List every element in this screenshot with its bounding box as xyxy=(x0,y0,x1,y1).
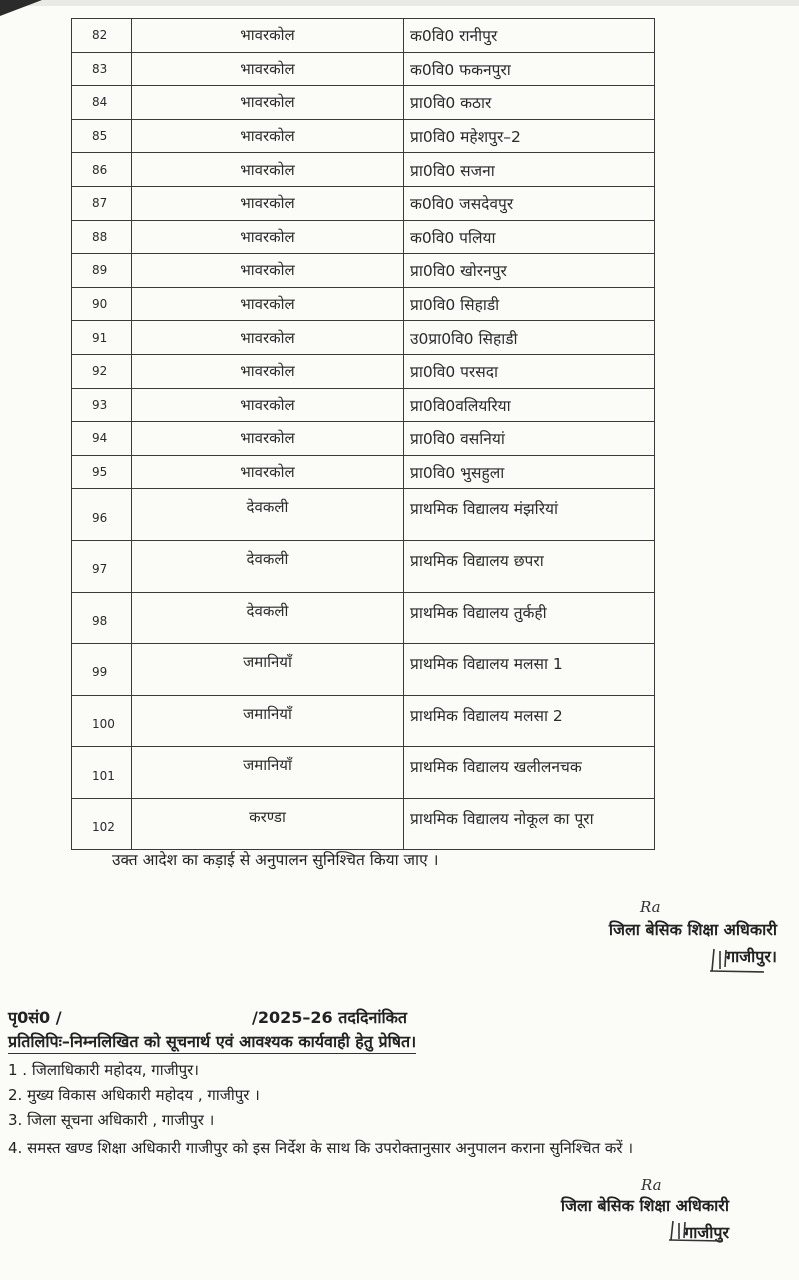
block-name-cell: जमानियाँ xyxy=(132,747,404,799)
block-name-cell: देवकली xyxy=(132,489,404,541)
table-row xyxy=(72,354,655,388)
school-name-cell: क0वि0 रानीपुर xyxy=(404,19,655,53)
school-name-cell: प्रा0वि0 भुसहुला xyxy=(404,455,655,489)
school-name-cell: प्राथमिक विद्यालय नोकूल का पूरा xyxy=(404,798,655,850)
school-name-cell: प्रा0वि0 सिहाडी xyxy=(404,287,655,321)
block-name-cell: भावरकोल xyxy=(132,321,404,355)
serial-number-cell: 99 xyxy=(72,644,132,696)
block-name-cell: भावरकोल xyxy=(132,220,404,254)
table-row xyxy=(72,695,655,747)
compliance-instruction: उक्त आदेश का कड़ाई से अनुपालन सुनिश्चित किया जाए । xyxy=(112,851,439,869)
table-row xyxy=(72,592,655,644)
school-name-cell: प्रा0वि0 महेशपुर–2 xyxy=(404,119,655,153)
block-name-cell: जमानियाँ xyxy=(132,695,404,747)
block-name-cell: भावरकोल xyxy=(132,186,404,220)
table-row xyxy=(72,455,655,489)
block-name-cell: भावरकोल xyxy=(132,388,404,422)
school-list-body xyxy=(72,19,655,850)
school-name-cell: प्रा0वि0 वसनियां xyxy=(404,422,655,456)
school-name-cell: प्राथमिक विद्यालय तुर्कही xyxy=(404,592,655,644)
serial-number-cell: 91 xyxy=(72,321,132,355)
table-row xyxy=(72,52,655,86)
officer-location: गाजीपुर xyxy=(684,1223,729,1242)
serial-number-cell: 87 xyxy=(72,186,132,220)
school-name-cell: प्रा0वि0 परसदा xyxy=(404,354,655,388)
block-name-cell: भावरकोल xyxy=(132,422,404,456)
school-name-cell: प्रा0वि0 सजना xyxy=(404,153,655,187)
table-row xyxy=(72,220,655,254)
table-row xyxy=(72,388,655,422)
school-name-cell: प्रा0वि0 खोरनपुर xyxy=(404,254,655,288)
school-list-table xyxy=(71,18,655,850)
block-name-cell: भावरकोल xyxy=(132,86,404,120)
serial-number-cell: 94 xyxy=(72,422,132,456)
page-top-edge xyxy=(0,0,799,6)
block-name-cell: भावरकोल xyxy=(132,119,404,153)
serial-number-cell: 86 xyxy=(72,153,132,187)
block-name-cell: भावरकोल xyxy=(132,287,404,321)
table-row xyxy=(72,186,655,220)
block-name-cell: जमानियाँ xyxy=(132,644,404,696)
handwritten-initials: Ra xyxy=(641,1176,662,1194)
table-row xyxy=(72,119,655,153)
serial-number-cell: 98 xyxy=(72,592,132,644)
school-name-cell: उ0प्रा0वि0 सिहाडी xyxy=(404,321,655,355)
serial-number-cell: 90 xyxy=(72,287,132,321)
school-name-cell: प्राथमिक विद्यालय खलीलनचक xyxy=(404,747,655,799)
table-row xyxy=(72,321,655,355)
officer-title: जिला बेसिक शिक्षा अधिकारी xyxy=(608,920,777,939)
block-name-cell: भावरकोल xyxy=(132,52,404,86)
school-name-cell: प्रा0वि0 कठार xyxy=(404,86,655,120)
school-name-cell: प्राथमिक विद्यालय छपरा xyxy=(404,540,655,592)
school-name-cell: प्राथमिक विद्यालय मंझरियां xyxy=(404,489,655,541)
table-row xyxy=(72,19,655,53)
serial-number-cell: 84 xyxy=(72,86,132,120)
table-row xyxy=(72,254,655,288)
table-row xyxy=(72,540,655,592)
recipient-item: 4. समस्त खण्ड शिक्षा अधिकारी गाजीपुर को इस निर्देश के साथ कि उपरोक्तानुसार अनुपालन कराना सुनिश्चित करें । xyxy=(8,1139,634,1157)
school-name-cell: प्राथमिक विद्यालय मलसा 2 xyxy=(404,695,655,747)
block-name-cell: भावरकोल xyxy=(132,153,404,187)
officer-title: जिला बेसिक शिक्षा अधिकारी xyxy=(560,1196,729,1215)
table-row xyxy=(72,747,655,799)
table-row xyxy=(72,86,655,120)
recipient-item: 2. मुख्य विकास अधिकारी महोदय , गाजीपुर । xyxy=(8,1086,260,1104)
table-row xyxy=(72,798,655,850)
reference-number-prefix: पृ0सं0 / xyxy=(8,1008,62,1027)
signature-scribble-icon xyxy=(667,1218,727,1244)
block-name-cell: भावरकोल xyxy=(132,455,404,489)
handwritten-initials: Ra xyxy=(640,898,661,916)
serial-number-cell: 96 xyxy=(72,489,132,541)
serial-number-cell: 93 xyxy=(72,388,132,422)
serial-number-cell: 97 xyxy=(72,540,132,592)
signature-scribble-icon xyxy=(708,945,768,975)
copy-to-header: प्रतिलिपिः–निम्नलिखित को सूचनार्थ एवं आवश्यक कार्यवाही हेतु प्रेषित। xyxy=(8,1032,417,1051)
corner-fold-mark xyxy=(0,0,42,16)
table-row xyxy=(72,153,655,187)
block-name-cell: भावरकोल xyxy=(132,354,404,388)
serial-number-cell: 92 xyxy=(72,354,132,388)
school-name-cell: प्रा0वि0वलियरिया xyxy=(404,388,655,422)
letter-reference xyxy=(8,1006,407,1028)
serial-number-cell: 95 xyxy=(72,455,132,489)
serial-number-cell: 83 xyxy=(72,52,132,86)
block-name-cell: देवकली xyxy=(132,592,404,644)
block-name-cell: भावरकोल xyxy=(132,19,404,53)
officer-location: गाजीपुर। xyxy=(726,947,777,966)
serial-number-cell: 101 xyxy=(72,747,132,799)
serial-number-cell: 88 xyxy=(72,220,132,254)
recipient-item: 1 . जिलाधिकारी महोदय, गाजीपुर। xyxy=(8,1061,199,1079)
recipient-item: 3. जिला सूचना अधिकारी , गाजीपुर । xyxy=(8,1111,215,1129)
serial-number-cell: 102 xyxy=(72,798,132,850)
school-name-cell: क0वि0 जसदेवपुर xyxy=(404,186,655,220)
block-name-cell: देवकली xyxy=(132,540,404,592)
school-name-cell: क0वि0 पलिया xyxy=(404,220,655,254)
school-name-cell: प्राथमिक विद्यालय मलसा 1 xyxy=(404,644,655,696)
table-row xyxy=(72,422,655,456)
school-name-cell: क0वि0 फकनपुरा xyxy=(404,52,655,86)
block-name-cell: भावरकोल xyxy=(132,254,404,288)
block-name-cell: करण्डा xyxy=(132,798,404,850)
table-row xyxy=(72,644,655,696)
table-row xyxy=(72,489,655,541)
serial-number-cell: 82 xyxy=(72,19,132,53)
serial-number-cell: 85 xyxy=(72,119,132,153)
reference-number-suffix: /2025–26 तददिनांकित xyxy=(252,1008,408,1027)
table-row xyxy=(72,287,655,321)
serial-number-cell: 100 xyxy=(72,695,132,747)
serial-number-cell: 89 xyxy=(72,254,132,288)
